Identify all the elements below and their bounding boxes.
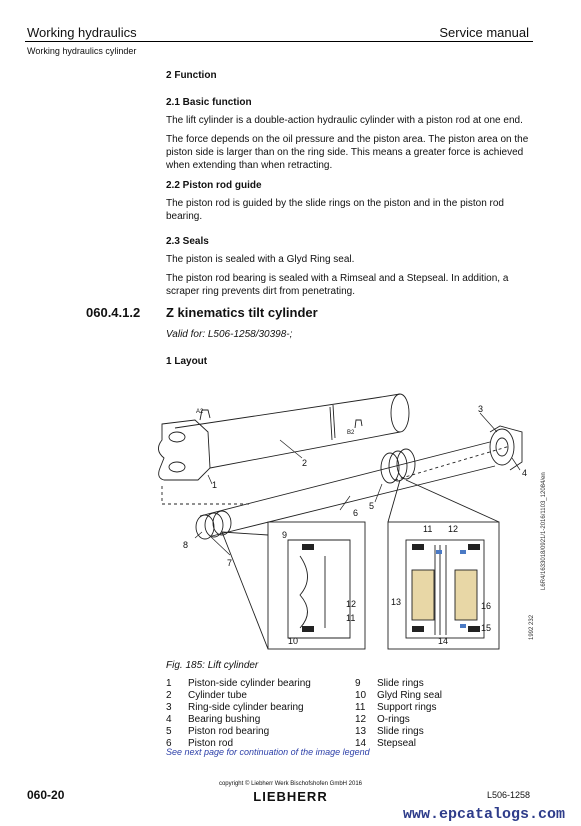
- legend-text: Support rings: [377, 702, 437, 713]
- header-manual-label: Service manual: [439, 25, 529, 40]
- paragraph: The piston is sealed with a Glyd Ring seal.: [166, 254, 355, 265]
- figure-number: 1992 232: [529, 614, 535, 640]
- header-rule: [25, 41, 533, 42]
- callout-label: 11: [346, 613, 356, 623]
- callout-label: 4: [522, 468, 528, 478]
- page-number: 060-20: [27, 788, 65, 802]
- brand-logo: LIEBHERR: [253, 789, 328, 804]
- legend-text: Ring-side cylinder bearing: [188, 702, 304, 713]
- subsection-heading: 2.1 Basic function: [166, 97, 252, 108]
- callout-label: 7: [227, 558, 233, 568]
- legend-text: O-rings: [377, 714, 410, 725]
- legend-row: [166, 714, 442, 726]
- legend-number: 14: [355, 738, 367, 749]
- legend-number: 13: [355, 726, 367, 737]
- lift-cylinder-drawing: [150, 380, 535, 656]
- figure-legend: [166, 678, 442, 750]
- callout-label: 3: [478, 404, 484, 414]
- legend-text: Bearing bushing: [188, 714, 261, 725]
- legend-number: 5: [166, 726, 172, 737]
- callout-label: 12: [448, 524, 459, 534]
- legend-text: Piston rod bearing: [188, 726, 270, 737]
- callout-label: 11: [423, 524, 433, 534]
- piston-rod-guide-block: [166, 180, 531, 223]
- figure-reference-code: L6R4/1633018/0921/1-2016/1103_12084/en: [541, 472, 547, 590]
- header-title: Working hydraulics: [27, 25, 137, 40]
- legend-number: 3: [166, 702, 172, 713]
- legend-number: 1: [166, 678, 172, 689]
- watermark: www.epcatalogs.com: [402, 806, 565, 823]
- callout-label: 5: [369, 501, 375, 511]
- legend-number: 2: [166, 690, 172, 701]
- section-number: 060.4.1.2: [86, 305, 141, 320]
- paragraph: The lift cylinder is a double-action hydraulic cylinder with a piston rod at one end.: [166, 115, 523, 126]
- callout-label: 1: [212, 480, 218, 490]
- seals-block: [166, 236, 531, 298]
- callout-label: 8: [183, 540, 189, 550]
- paragraph: The piston rod bearing is sealed with a Rimseal and a Stepseal. In addition, a scraper ring prevents dirt from penetrating.: [166, 273, 509, 297]
- paragraph: The piston rod is guided by the slide rings on the piston and in the piston rod bearing.: [166, 198, 504, 222]
- legend-text: Piston rod: [188, 738, 234, 749]
- callout-label: 14: [438, 636, 449, 646]
- legend-number: 12: [355, 714, 367, 725]
- legend-text: Slide rings: [377, 726, 424, 737]
- layout-heading: 1 Layout: [166, 356, 208, 367]
- subsection-heading: 2.3 Seals: [166, 236, 209, 247]
- figure-caption: Fig. 185: Lift cylinder: [166, 660, 259, 671]
- legend-number: 9: [355, 678, 361, 689]
- legend-text: Slide rings: [377, 678, 424, 689]
- port-label: B2: [347, 430, 355, 436]
- callout-label: 10: [288, 636, 299, 646]
- callout-label: 16: [481, 601, 492, 611]
- legend-number: 10: [355, 690, 367, 701]
- callout-label: 15: [481, 623, 492, 633]
- legend-text: Piston-side cylinder bearing: [188, 678, 311, 689]
- legend-row: [166, 678, 442, 690]
- callout-label: 6: [353, 508, 359, 518]
- model-number: L506-1258: [486, 790, 530, 800]
- paragraph: The force depends on the oil pressure and the piston area. The piston area on the piston side is larger than on the ring side. This means a greater force is achieved when extending than when retracting.: [166, 134, 529, 171]
- header-subtitle: Working hydraulics cylinder: [27, 46, 137, 56]
- subsection-heading: 2.2 Piston rod guide: [166, 180, 262, 191]
- callout-label: 2: [302, 458, 308, 468]
- legend-text: Glyd Ring seal: [377, 690, 443, 701]
- see-next-page-note: See next page for continuation of the image legend: [166, 747, 370, 757]
- basic-function-block: [166, 97, 531, 172]
- legend-number: 6: [166, 738, 172, 749]
- legend-row: [166, 690, 442, 702]
- legend-row: [166, 702, 442, 714]
- section-title: Z kinematics tilt cylinder: [166, 305, 318, 320]
- copyright-notice: copyright © Liebherr Werk Bischofshofen GmbH 2016: [218, 781, 363, 787]
- legend-text: Stepseal: [377, 738, 416, 749]
- callout-label: 13: [391, 597, 402, 607]
- section-heading: 2 Function: [166, 70, 217, 81]
- validity-note: Valid for: L506-1258/30398-;: [166, 329, 293, 340]
- function-heading: [166, 70, 531, 81]
- legend-number: 11: [355, 702, 366, 713]
- legend-number: 4: [166, 714, 172, 725]
- callout-label: 9: [282, 530, 288, 540]
- callout-label: 12: [346, 599, 357, 609]
- port-label: A2: [196, 409, 204, 415]
- legend-row: [166, 726, 442, 738]
- legend-text: Cylinder tube: [188, 690, 247, 701]
